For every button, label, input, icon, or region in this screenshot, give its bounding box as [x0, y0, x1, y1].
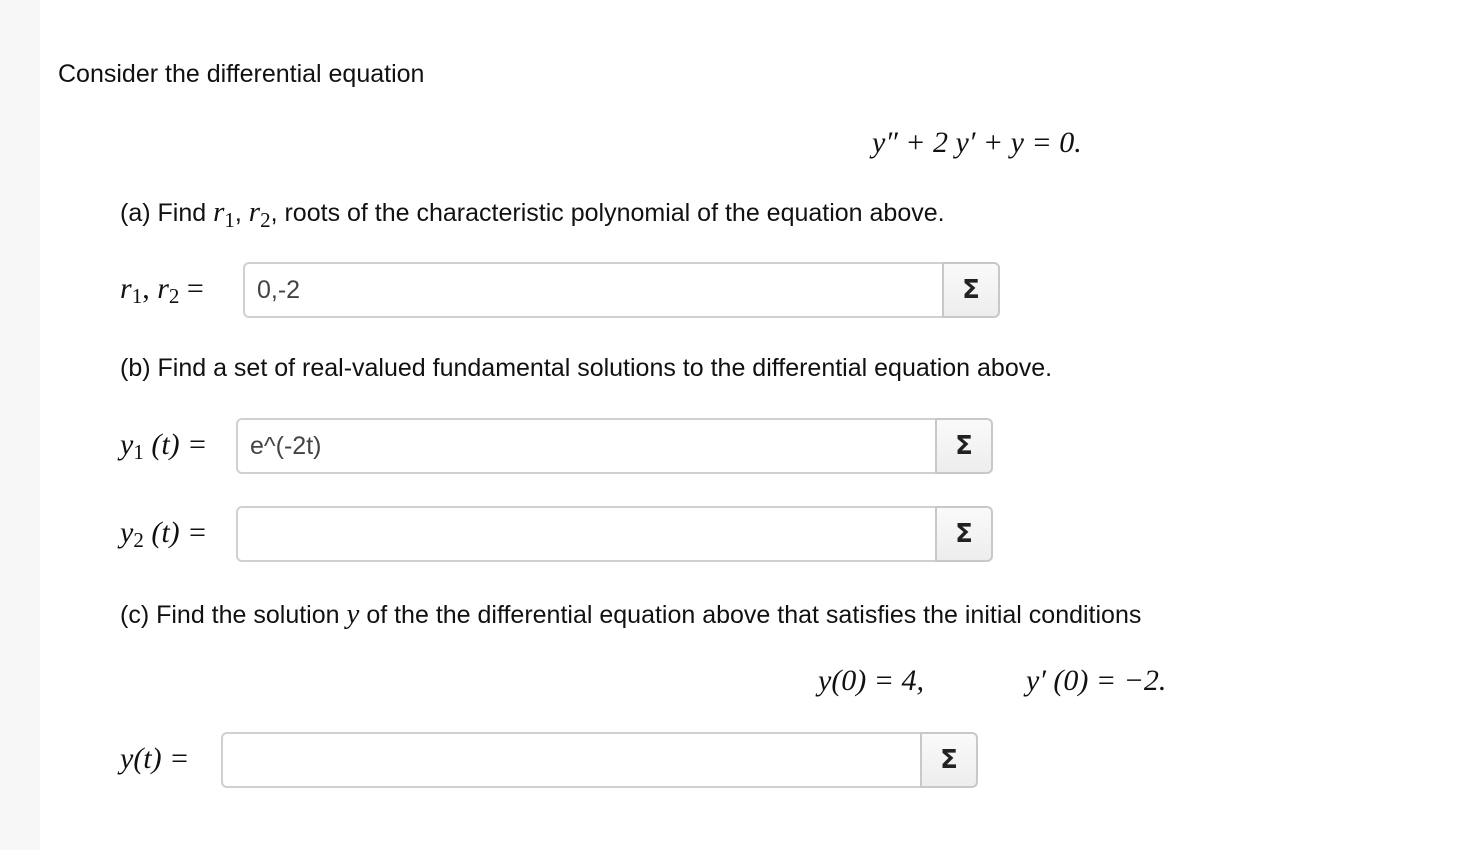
roots-label-r1: r	[120, 272, 132, 305]
y1-label	[120, 428, 207, 462]
roots-label	[120, 272, 204, 306]
roots-label-sub1: 1	[131, 284, 143, 308]
part-a-prompt-start: (a) Find	[120, 199, 214, 227]
y2-equation-editor-button[interactable]	[935, 506, 993, 562]
r2-subscript: 2	[260, 208, 271, 232]
y1-answer-box	[236, 418, 993, 474]
y2-answer-box	[236, 506, 993, 562]
part-c-prompt-var: y	[346, 598, 360, 630]
equation-text: y″ + 2 y′ + y = 0.	[872, 126, 1082, 159]
y2-label-rest: (t) =	[143, 516, 208, 549]
part-c-prompt-start: (c) Find the solution	[120, 601, 347, 629]
part-b-prompt: (b) Find a set of real-valued fundamental solutions to the differential equation above.	[120, 354, 1053, 382]
initial-condition-1: y(0) = 4,	[818, 664, 925, 697]
r2-symbol: r	[248, 196, 261, 228]
y2-label-sub: 2	[133, 528, 144, 552]
sigma-icon: Σ	[955, 431, 973, 461]
roots-input[interactable]	[243, 262, 942, 318]
part-c-prompt-end: of the the differential equation above that satisfies the initial conditions	[359, 601, 1142, 629]
roots-answer-box	[243, 262, 1000, 318]
y1-equation-editor-button[interactable]	[935, 418, 993, 474]
y1-label-sub: 1	[133, 440, 144, 464]
sigma-icon: Σ	[940, 745, 958, 775]
part-a-prompt	[120, 196, 945, 232]
y-solution-input[interactable]	[221, 732, 920, 788]
y2-label	[120, 516, 207, 550]
y-solution-answer-box	[221, 732, 978, 788]
left-margin-strip	[0, 0, 40, 850]
sigma-icon: Σ	[962, 275, 980, 305]
y1-input[interactable]	[236, 418, 935, 474]
y2-input[interactable]	[236, 506, 935, 562]
initial-condition-2: y′ (0) = −2.	[1026, 664, 1167, 697]
intro-text: Consider the differential equation	[58, 60, 425, 88]
roots-label-comma: ,	[142, 272, 158, 305]
y-solution-label: y(t) =	[120, 742, 190, 775]
r-separator: ,	[234, 199, 249, 227]
y2-label-y: y	[120, 516, 134, 549]
r1-subscript: 1	[224, 208, 235, 232]
part-c-prompt	[120, 598, 1141, 631]
roots-equation-editor-button[interactable]	[942, 262, 1000, 318]
roots-label-sub2: 2	[168, 284, 180, 308]
sigma-icon: Σ	[955, 519, 973, 549]
part-a-prompt-end: , roots of the characteristic polynomial of the equation above.	[270, 199, 945, 227]
roots-label-equals: =	[179, 272, 204, 305]
roots-label-r2: r	[157, 272, 169, 305]
r1-symbol: r	[213, 196, 225, 228]
y1-label-y: y	[120, 428, 134, 461]
y-solution-equation-editor-button[interactable]	[920, 732, 978, 788]
y1-label-rest: (t) =	[143, 428, 208, 461]
differential-equation	[872, 126, 1082, 160]
